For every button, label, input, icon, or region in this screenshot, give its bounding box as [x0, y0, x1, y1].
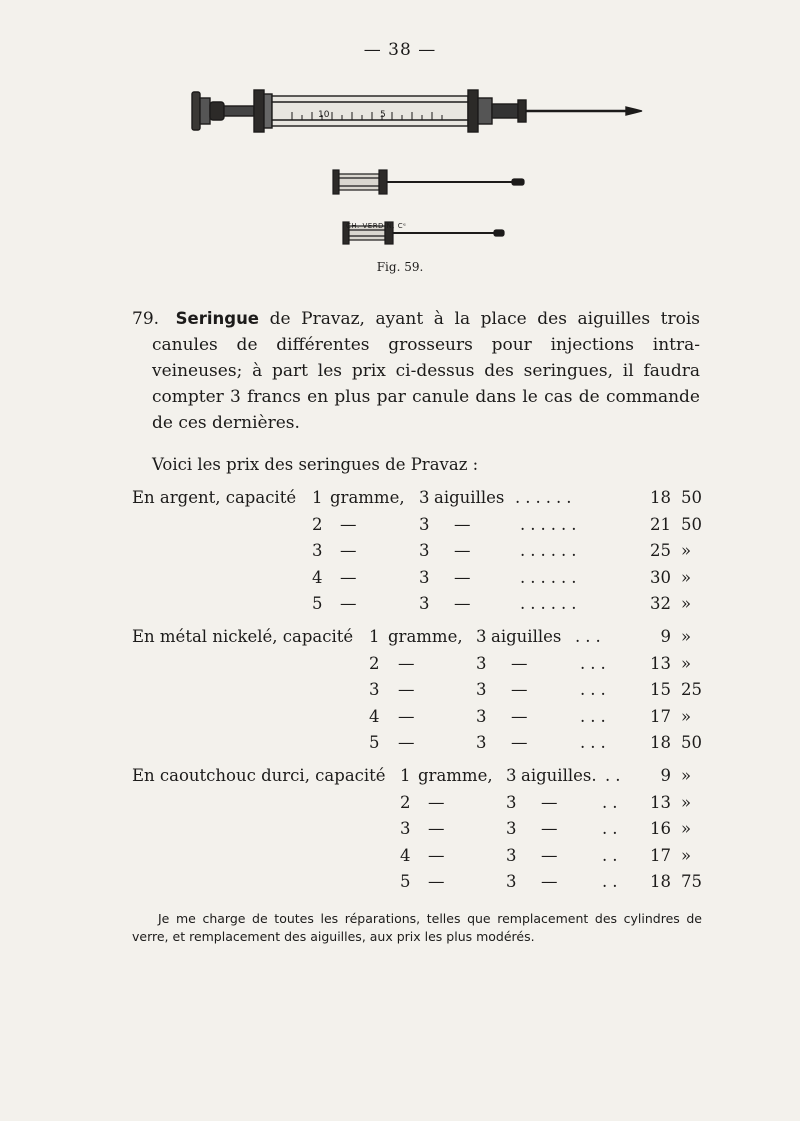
needle-unit: — — [541, 845, 558, 865]
capacity-unit: — — [428, 819, 445, 838]
capacity-unit: — — [340, 594, 357, 613]
needle-unit: aiguilles. — [521, 766, 597, 785]
needle-unit: — — [541, 792, 558, 812]
capacity-unit: — — [428, 845, 445, 865]
needle-unit: — — [454, 541, 471, 560]
capacity-unit: gramme, — [418, 766, 493, 785]
capacity-unit: — — [340, 514, 357, 534]
needle-unit: — — [454, 514, 471, 534]
price-francs: 18 — [650, 488, 671, 507]
needle-unit: — — [454, 594, 471, 613]
price-centimes: » — [681, 541, 692, 560]
capacity-value: 4 — [312, 567, 323, 587]
page-number: — 38 — — [363, 40, 437, 60]
price-row — [0, 790, 800, 816]
capacity-value: 1 — [400, 766, 411, 785]
capacity-value: 4 — [369, 706, 380, 726]
capacity-unit: — — [398, 733, 415, 752]
capacity-value: 2 — [312, 514, 323, 534]
scale-tick-10: 10 — [318, 110, 330, 120]
price-row — [0, 512, 800, 538]
price-row — [0, 565, 800, 591]
leader-dots: ...... — [520, 594, 582, 613]
needle-count: 3 — [419, 488, 430, 507]
capacity-value: 5 — [312, 594, 323, 613]
price-francs: 13 — [650, 792, 671, 812]
article-title: Seringue — [175, 309, 260, 328]
price-francs: 16 — [650, 819, 671, 838]
small-syringe-drawing-1 — [333, 170, 524, 194]
needle-unit: — — [511, 653, 528, 673]
price-centimes: » — [681, 792, 692, 812]
price-centimes: » — [681, 594, 692, 613]
price-centimes: 50 — [681, 488, 702, 507]
capacity-value: 5 — [369, 733, 380, 752]
needle-count: 3 — [476, 680, 487, 699]
price-francs: 18 — [650, 872, 671, 891]
price-francs: 9 — [660, 627, 671, 646]
leader-dots: ... — [575, 627, 606, 646]
price-centimes: » — [681, 845, 692, 865]
capacity-unit: — — [428, 792, 445, 812]
scale-tick-5: 5 — [380, 110, 386, 120]
price-row — [0, 677, 800, 703]
price-centimes: » — [681, 766, 692, 785]
price-centimes: » — [681, 706, 692, 726]
needle-count: 3 — [476, 733, 487, 752]
leader-dots: .. — [602, 872, 623, 891]
needle-unit: aiguilles — [434, 488, 505, 507]
price-row — [0, 763, 800, 789]
capacity-value: 1 — [312, 488, 323, 507]
article-number: 79. — [132, 309, 160, 329]
leader-dots: .. — [602, 819, 623, 838]
capacity-unit: — — [428, 872, 445, 891]
capacity-value: 2 — [369, 653, 380, 673]
needle-unit: aiguilles — [491, 627, 562, 646]
price-row — [0, 485, 800, 511]
needle-count: 3 — [419, 514, 430, 534]
needle-count: 3 — [506, 845, 517, 865]
price-group-label: En argent, capacité — [132, 488, 297, 507]
capacity-value: 5 — [400, 872, 411, 891]
price-centimes: 75 — [681, 872, 702, 891]
price-row — [0, 538, 800, 564]
price-francs: 13 — [650, 653, 671, 673]
needle-unit: — — [511, 706, 528, 726]
capacity-value: 2 — [400, 792, 411, 812]
needle-count: 3 — [476, 653, 487, 673]
capacity-unit: — — [340, 541, 357, 560]
needle-unit: — — [454, 567, 471, 587]
price-row — [0, 816, 800, 842]
capacity-value: 3 — [312, 541, 323, 560]
leader-dots: ... — [580, 706, 611, 726]
capacity-value: 3 — [369, 680, 380, 699]
price-centimes: 25 — [681, 680, 702, 699]
capacity-unit: — — [398, 706, 415, 726]
needle-count: 3 — [506, 792, 517, 812]
capacity-unit: gramme, — [330, 488, 405, 507]
large-syringe-drawing — [192, 90, 642, 132]
price-centimes: » — [681, 567, 692, 587]
leader-dots: ... — [580, 680, 611, 699]
needle-count: 3 — [476, 627, 487, 646]
needle-count: 3 — [419, 594, 430, 613]
capacity-value: 3 — [400, 819, 411, 838]
needle-count: 3 — [506, 872, 517, 891]
price-francs: 9 — [660, 766, 671, 785]
needle-unit: — — [511, 680, 528, 699]
capacity-unit: gramme, — [388, 627, 463, 646]
leader-dots: ...... — [520, 541, 582, 560]
needle-unit: — — [511, 733, 528, 752]
price-centimes: » — [681, 627, 692, 646]
price-intro: Voici les prix des seringues de Pravaz : — [152, 455, 479, 474]
leader-dots: ...... — [515, 488, 577, 507]
needle-count: 3 — [476, 706, 487, 726]
needle-unit: — — [541, 819, 558, 838]
needle-count: 3 — [506, 819, 517, 838]
article-text: de Pravaz, ayant à la place des aiguilles trois canules de différentes grosseurs pour injections intra-veineuses; à part les prix ci-dessus des seringues, il faudra compter 3 francs en plus par canule dans le cas de commande de ces dernières. — [152, 309, 700, 433]
capacity-unit: — — [340, 567, 357, 587]
leader-dots: ...... — [520, 567, 582, 587]
needle-count: 3 — [506, 766, 517, 785]
price-centimes: » — [681, 653, 692, 673]
capacity-value: 4 — [400, 845, 411, 865]
price-row — [0, 591, 800, 617]
leader-dots: .. — [602, 792, 623, 812]
price-row — [0, 730, 800, 756]
article-paragraph — [132, 306, 700, 436]
capacity-unit: — — [398, 653, 415, 673]
figure-caption: Fig. 59. — [376, 260, 424, 274]
leader-dots: ... — [580, 733, 611, 752]
maker-mark: CH. VERDIN, Cᵉ — [346, 222, 407, 230]
price-centimes: 50 — [681, 733, 702, 752]
leader-dots: ... — [580, 653, 611, 673]
syringe-figure — [0, 82, 800, 282]
leader-dots: .. — [605, 766, 626, 785]
needle-count: 3 — [419, 541, 430, 560]
price-francs: 17 — [650, 706, 671, 726]
price-francs: 18 — [650, 733, 671, 752]
needle-count: 3 — [419, 567, 430, 587]
needle-unit: — — [541, 872, 558, 891]
price-francs: 25 — [650, 541, 671, 560]
price-row — [0, 651, 800, 677]
repair-note: Je me charge de toutes les réparations, telles que remplacement des cylindres de verre, et remplacement des aiguilles, aux prix les plus modérés. — [132, 911, 702, 944]
price-row — [0, 704, 800, 730]
price-group-label: En métal nickelé, capacité — [132, 627, 354, 646]
capacity-value: 1 — [369, 627, 380, 646]
price-group-label: En caoutchouc durci, capacité — [132, 766, 386, 785]
leader-dots: .. — [602, 845, 623, 865]
price-centimes: 50 — [681, 514, 702, 534]
price-centimes: » — [681, 819, 692, 838]
syringe-illustration — [0, 82, 800, 262]
price-francs: 21 — [650, 514, 671, 534]
price-francs: 17 — [650, 845, 671, 865]
leader-dots: ...... — [520, 514, 582, 534]
price-row — [0, 869, 800, 895]
price-francs: 15 — [650, 680, 671, 699]
capacity-unit: — — [398, 680, 415, 699]
price-row — [0, 624, 800, 650]
price-francs: 30 — [650, 567, 671, 587]
price-row — [0, 843, 800, 869]
price-francs: 32 — [650, 594, 671, 613]
